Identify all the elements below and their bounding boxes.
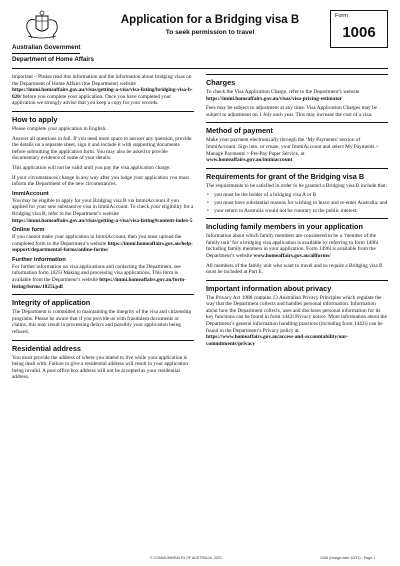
integrity-paragraph: The Department is committed to maintaining the integrity of the visa and citizenship programs. Please be aware that if you provide us with fraudulent documents or claims, this may result in processing delays and possibly your application being refused.: [12, 309, 192, 336]
footer-page-number: 1006 (Design date 10/21) - Page 1: [320, 556, 376, 560]
header-divider: [12, 53, 80, 54]
online-form-text: If you cannot make your application in ImmiAccount, then you must upload the completed form to the Department’s website: [12, 234, 182, 247]
charges-text: To check the Visa Application Charge, refer to the Department’s website: [206, 89, 360, 95]
document-header: [0, 0, 400, 70]
department-name: Department of Home Affairs: [12, 56, 94, 63]
how-to-apply-p1: Please complete your application in English.: [12, 125, 107, 132]
intro-text: Important – Please read this information and the information about bridging visas on the Department of Home Affairs (the Department) website: [12, 74, 192, 87]
how-to-apply-heading: How to apply: [12, 111, 194, 124]
charges-link[interactable]: https://immi.homeaffairs.gov.au/visas/visa-pricing-estimator: [206, 95, 343, 102]
requirements-paragraph: The requirements to be satisfied in order to be granted a Bridging visa B include that:: [206, 182, 388, 189]
intro-paragraph: [12, 74, 194, 107]
form-label: Form: [335, 13, 348, 19]
immiaccount-heading: ImmiAccount: [12, 190, 49, 197]
payment-text: Make your payment electronically through the ‘My Payments’ section of ImmiAccount. Sign into, or create, your ImmiAccount and select My Payments > Manage Payments > Pre-Pay Paper Service, at: [206, 137, 379, 157]
how-to-apply-p4: If your circumstances change in any way after you lodge your application you must inform the Department of the new circumstances.: [12, 174, 189, 188]
online-form-link[interactable]: https://immi.homeaffairs.gov.au/help-support/departmental-forms/online-forms/: [12, 240, 193, 254]
further-information-text: For further information on visa applications and contacting the Department, see information form 1025i Making and processing visa applications. This form is available from the Department’s website: [12, 263, 181, 284]
residential-address-heading: Residential address: [12, 340, 194, 353]
integrity-heading: Integrity of application: [12, 294, 194, 307]
immiaccount-text: You may be eligible to apply for your Bridging visa B via ImmiAccount if you applied for your new substantive visa in ImmiAccount. To check your eligibility for a Bridging visa B, refer to the Department’s website: [12, 197, 194, 217]
list-item: • you must have substantial reasons for wishing to leave and re-enter Australia; and: [206, 200, 388, 207]
online-form-heading: Online form: [12, 227, 45, 234]
form-number: 1006: [342, 24, 376, 41]
right-column: [206, 74, 388, 350]
privacy-link[interactable]: https://www.homeaffairs.gov.au/access-and-accountability/our-commitments/privacy: [206, 334, 349, 347]
charges-paragraph-1: [206, 89, 388, 102]
intro-rest-text: before you complete your application. Once you have completed your application we strongly advise that you keep a copy for your records.: [12, 93, 172, 107]
page-title: Application for a Bridging visa B: [120, 14, 300, 26]
immiaccount-link[interactable]: https://immi.homeaffairs.gov.au/visas/getting-a-visa/visa-listing#content-index-5: [12, 217, 193, 224]
government-name: Australian Government: [12, 44, 81, 51]
privacy-text: The Privacy Act 1988 contains 13 Australian Privacy Principles which regulate the way that the Department collects and handles personal information. Information about how the Department collects, uses and discloses personal information for its key functions can be found in form 1442i Privacy notice. More information about the Department’s general information handling practices (including form 1442i) can be found in the Department’s Privacy policy at: [206, 294, 387, 334]
charges-paragraph-2: Fees may be subject to adjustment at any time. Visa Application Charges may be subject to adjustment on 1 July each year. This may increase the cost of a visa.: [206, 105, 378, 118]
header-rule: [12, 68, 388, 69]
family-members-paragraph-1: [206, 233, 388, 259]
immiaccount-paragraph: [12, 198, 194, 224]
how-to-apply-p2: Answer all questions in full. If you need more space to answer any question, provide the details on a separate sheet, sign it and include it with supporting documents before submitting the application form. You may also be asked to provide documentary evidence of some of your details.: [12, 135, 192, 162]
privacy-heading: Important information about privacy: [206, 280, 388, 293]
intro-link[interactable]: https://immi.homeaffairs.gov.au/visas/getting-a-visa/visa-listing/bridging-visa-b-020/: [12, 87, 193, 100]
list-item: • you must be the holder of a bridging visa A or B: [206, 192, 388, 199]
requirements-heading: Requirements for grant of the Bridging visa B: [206, 168, 388, 181]
charges-heading: Charges: [206, 74, 388, 87]
form-number-box: [330, 10, 388, 48]
further-information-link[interactable]: https://immi.homeaffairs.gov.au/form-listing/forms/1025i.pdf: [12, 277, 186, 290]
further-information-paragraph: [12, 264, 194, 290]
family-members-link[interactable]: www.homeaffairs.gov.au/allforms/: [253, 252, 331, 259]
requirements-list: [206, 192, 388, 214]
online-form-paragraph: [12, 234, 194, 254]
left-column: [12, 74, 194, 384]
coat-of-arms-icon: [22, 10, 62, 40]
privacy-paragraph: [206, 295, 388, 348]
how-to-apply-p3: This application will not be valid until you pay the visa application charge.: [12, 164, 171, 171]
residential-address-paragraph: You must provide the address of where you intend to live while your application is being dealt with. Failure to give a residential address will result in your application being invalid. A post office box address will not be accepted as your residential address.: [12, 354, 188, 381]
family-members-paragraph-2: All members of the family unit who want to travel and so require a Bridging visa B must be included at Part E.: [206, 262, 383, 276]
title-block: [110, 14, 310, 36]
family-members-text: Information about which family members are considered to be a ‘member of the family unit’ for a bridging visa application is available by referring to form 1496i Including family members in your application. Form 1496i is available from the Department’s website: [206, 233, 379, 259]
payment-link[interactable]: www.homeaffairs.gov.au/immiaccount: [206, 157, 293, 164]
payment-heading: Method of payment: [206, 122, 388, 135]
payment-paragraph: [206, 137, 388, 163]
list-item: • your return to Australia would not be contrary to the public interest.: [206, 208, 388, 215]
footer-copyright: © COMMONWEALTH OF AUSTRALIA, 2021: [150, 556, 222, 560]
page-subtitle: To seek permission to travel: [165, 29, 255, 36]
further-information-heading: Further information: [12, 256, 66, 263]
family-members-heading: Including family members in your application: [206, 218, 388, 231]
